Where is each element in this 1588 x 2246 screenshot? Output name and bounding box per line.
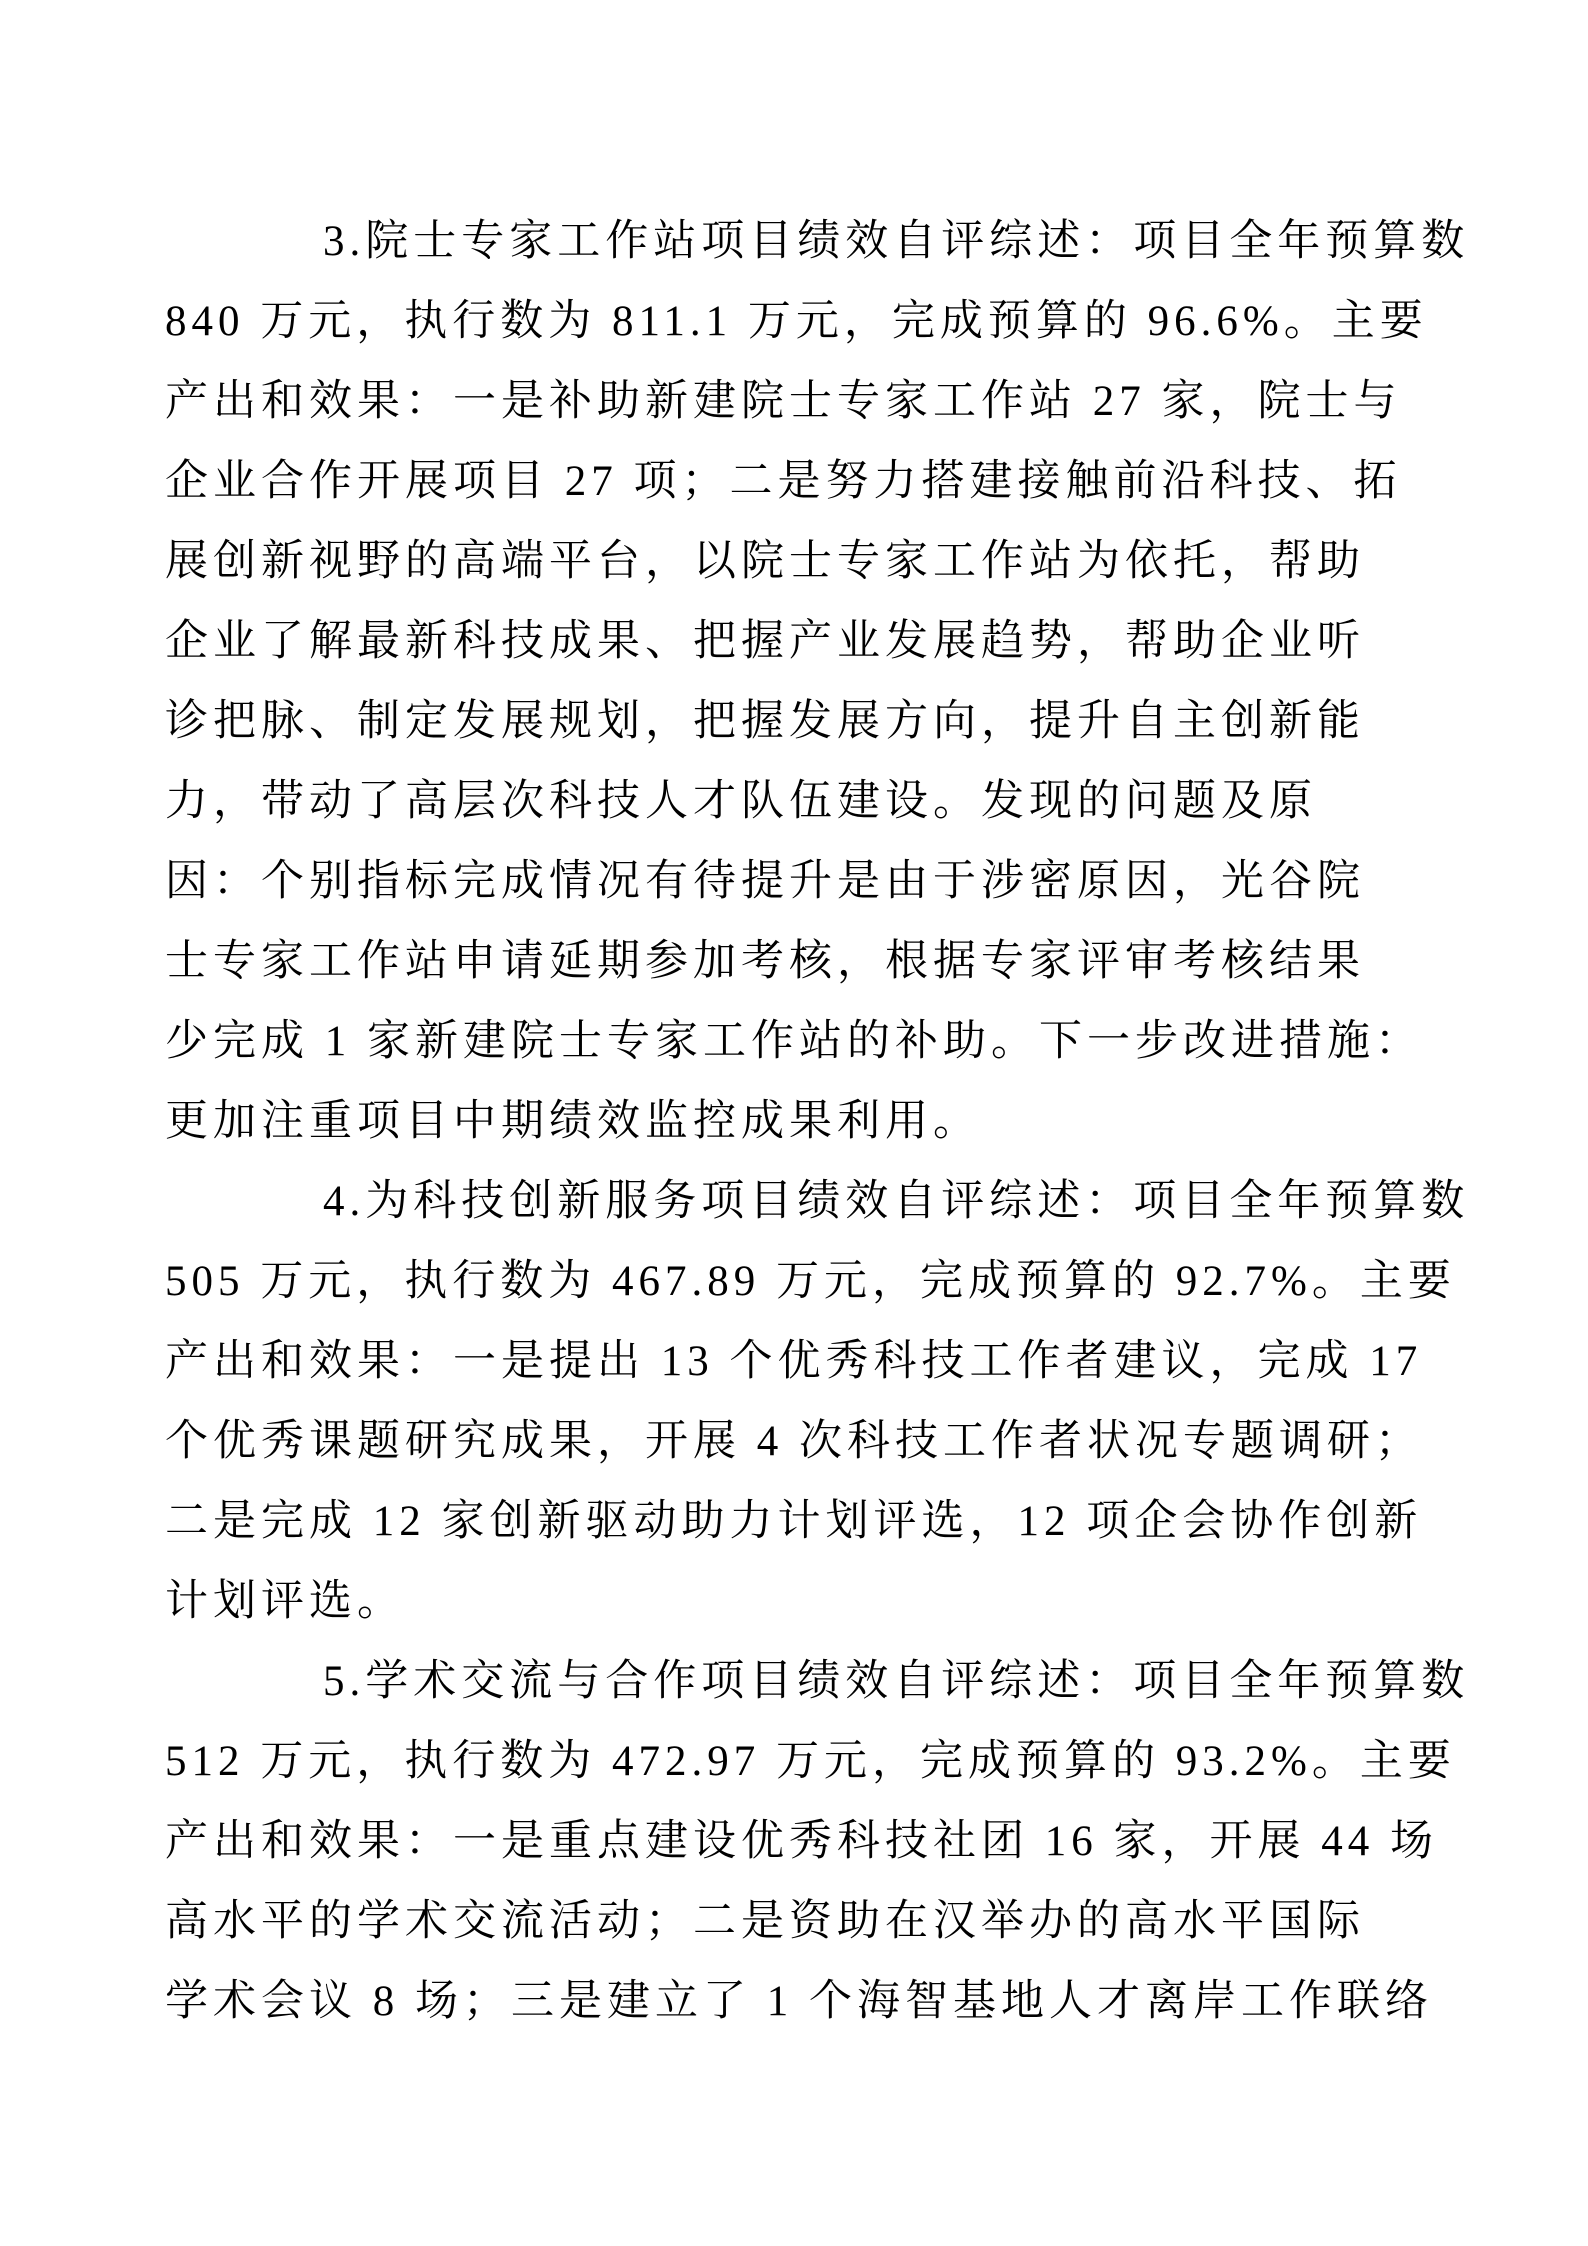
paragraph-3 (165, 202, 1470, 1162)
paragraph-5 (165, 1642, 1470, 2042)
text-line: 5.学术交流与合作项目绩效自评综述：项目全年预算数 (323, 1658, 1470, 1705)
text-line: 4.为科技创新服务项目绩效自评综述：项目全年预算数 (323, 1178, 1470, 1225)
text-line: 个优秀课题研究成果，开展 4 次科技工作者状况专题调研； (165, 1418, 1423, 1465)
text-line: 因：个别指标完成情况有待提升是由于涉密原因，光谷院 (165, 858, 1365, 905)
text-line: 512 万元，执行数为 472.97 万元，完成预算的 93.2%。主要 (165, 1738, 1456, 1785)
text-line: 企业了解最新科技成果、把握产业发展趋势，帮助企业听 (165, 618, 1365, 665)
text-line: 产出和效果：一是重点建设优秀科技社团 16 家，开展 44 场 (165, 1818, 1438, 1865)
text-line: 产出和效果：一是提出 13 个优秀科技工作者建议，完成 17 (165, 1338, 1423, 1385)
text-line: 3.院士专家工作站项目绩效自评综述：项目全年预算数 (323, 218, 1470, 265)
paragraph-4 (165, 1162, 1470, 1642)
text-line: 诊把脉、制定发展规划，把握发展方向，提升自主创新能 (165, 698, 1365, 745)
text-line: 力，带动了高层次科技人才队伍建设。发现的问题及原 (165, 778, 1317, 825)
text-line: 企业合作开展项目 27 项；二是努力搭建接触前沿科技、拓 (165, 458, 1402, 505)
text-line: 士专家工作站申请延期参加考核，根据专家评审考核结果 (165, 938, 1365, 985)
text-line: 展创新视野的高端平台，以院士专家工作站为依托，帮助 (165, 538, 1365, 585)
text-line: 少完成 1 家新建院士专家工作站的补助。下一步改进措施： (165, 1018, 1423, 1065)
text-line: 840 万元，执行数为 811.1 万元，完成预算的 96.6%。主要 (165, 298, 1428, 345)
text-line: 学术会议 8 场；三是建立了 1 个海智基地人才离岸工作联络 (165, 1978, 1433, 2025)
text-line: 产出和效果：一是补助新建院士专家工作站 27 家，院士与 (165, 378, 1402, 425)
text-line: 高水平的学术交流活动；二是资助在汉举办的高水平国际 (165, 1898, 1365, 1945)
text-line: 更加注重项目中期绩效监控成果利用。 (165, 1098, 981, 1145)
text-line: 二是完成 12 家创新驱动助力计划评选，12 项企会协作创新 (165, 1498, 1423, 1545)
text-line: 505 万元，执行数为 467.89 万元，完成预算的 92.7%。主要 (165, 1258, 1456, 1305)
text-line: 计划评选。 (165, 1578, 405, 1625)
